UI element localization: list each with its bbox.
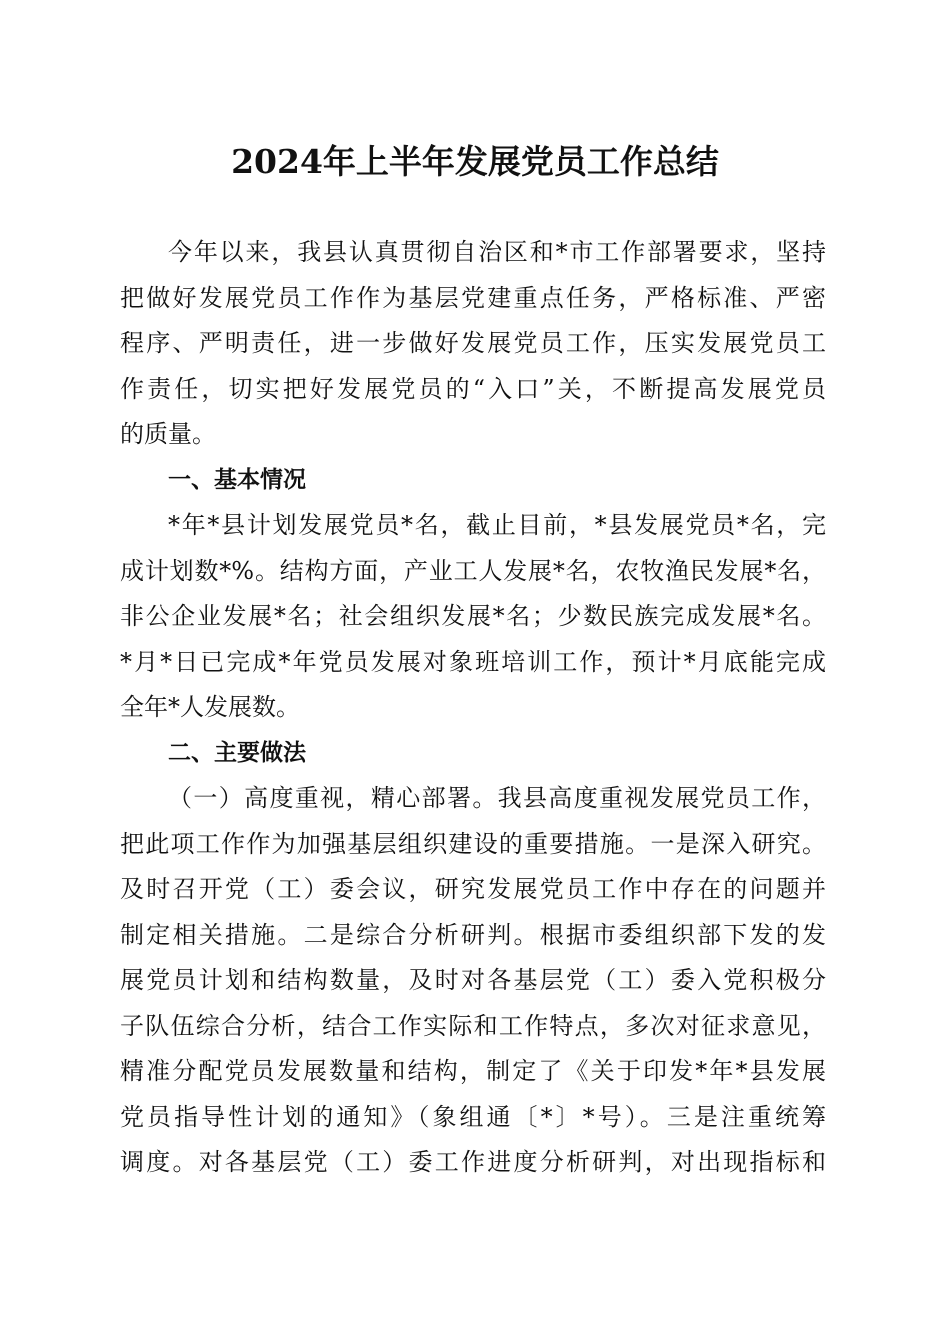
section-heading-basic-situation: 一、基本情况: [168, 466, 306, 493]
paragraph-basic-line-1: *年*县计划发展党员*名，截止目前，*县发展党员*名，完: [168, 511, 826, 539]
paragraph-intro-line-4: 作责任，切实把好发展党员的“入口”关，不断提高发展党员: [120, 374, 826, 403]
paragraph-practices-line-7: 精准分配党员发展数量和结构，制定了《关于印发*年*县发展: [120, 1057, 826, 1085]
paragraph-basic-line-5: 全年*人发展数。: [120, 693, 300, 721]
document-title: 2024年上半年发展党员工作总结: [231, 142, 719, 181]
section-heading-main-practices: 二、主要做法: [168, 739, 306, 766]
paragraph-intro-line-5: 的质量。: [120, 420, 216, 448]
paragraph-practices-line-6: 子队伍综合分析，结合工作实际和工作特点，多次对征求意见，: [120, 1011, 826, 1040]
paragraph-intro-line-1: 今年以来，我县认真贯彻自治区和*市工作部署要求，坚持: [168, 238, 826, 266]
paragraph-practices-line-3: 及时召开党（工）委会议，研究发展党员工作中存在的问题并: [120, 875, 826, 903]
paragraph-practices-line-8: 党员指导性计划的通知》（象组通〔*〕*号）。三是注重统筹: [120, 1102, 826, 1131]
paragraph-practices-line-9: 调度。对各基层党（工）委工作进度分析研判，对出现指标和: [120, 1148, 826, 1176]
paragraph-basic-line-3: 非公企业发展*名；社会组织发展*名；少数民族完成发展*名。: [120, 602, 826, 630]
paragraph-practices-line-5: 展党员计划和结构数量，及时对各基层党（工）委入党积极分: [120, 966, 826, 994]
paragraph-practices-line-4: 制定相关措施。二是综合分析研判。根据市委组织部下发的发: [120, 920, 826, 949]
paragraph-practices-line-1: （一）高度重视，精心部署。我县高度重视发展党员工作，: [168, 784, 826, 812]
paragraph-basic-line-2: 成计划数*%。结构方面，产业工人发展*名，农牧渔民发展*名，: [120, 556, 826, 585]
paragraph-practices-line-2: 把此项工作作为加强基层组织建设的重要措施。一是深入研究。: [120, 829, 826, 858]
document-body: [120, 230, 826, 1186]
paragraph-basic-line-4: *月*日已完成*年党员发展对象班培训工作，预计*月底能完成: [120, 647, 826, 676]
paragraph-intro-line-3: 程序、严明责任，进一步做好发展党员工作，压实发展党员工: [120, 329, 826, 357]
paragraph-intro-line-2: 把做好发展党员工作作为基层党建重点任务，严格标准、严密: [120, 283, 826, 312]
